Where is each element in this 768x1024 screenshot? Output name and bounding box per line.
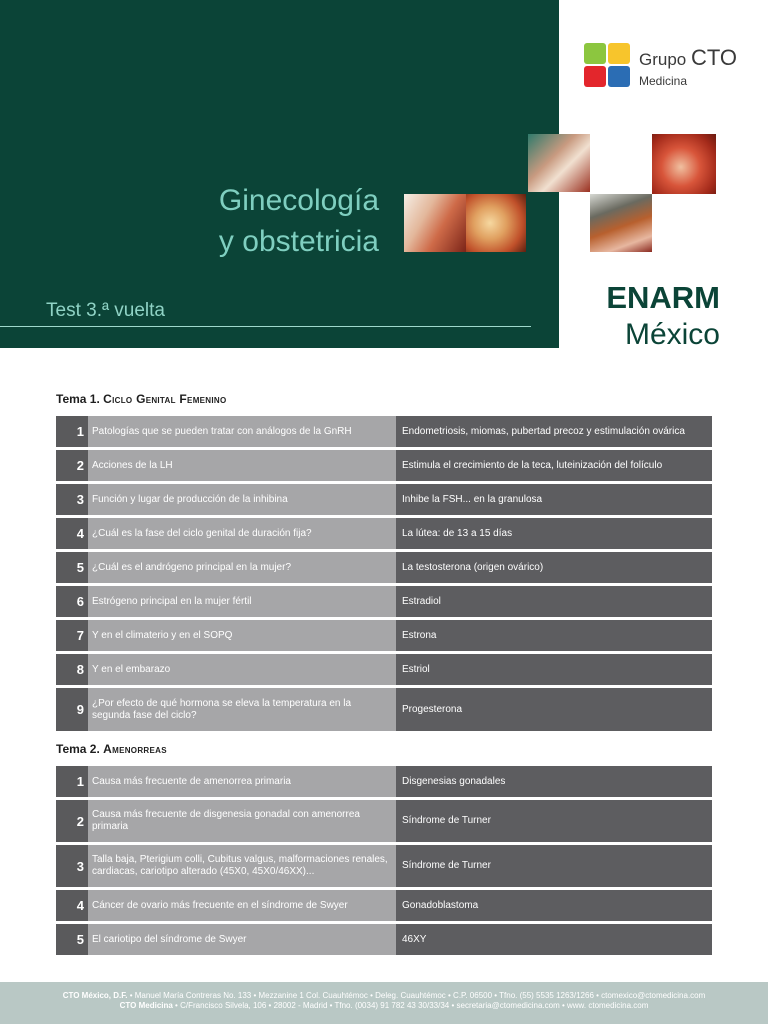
- title-line-1: Ginecología: [218, 184, 379, 217]
- header-banner: [0, 0, 559, 348]
- table-row: [56, 800, 712, 842]
- answer-cell: Síndrome de Turner: [396, 800, 712, 842]
- answer-cell: Estrona: [396, 620, 712, 651]
- table-row: [56, 416, 712, 447]
- question-cell: ¿Por efecto de qué hormona se eleva la temperatura en la segunda fase del ciclo?: [88, 688, 396, 731]
- logo-name: Grupo CTO: [639, 45, 738, 70]
- table-row: [56, 654, 712, 685]
- answer-cell: Disgenesias gonadales: [396, 766, 712, 797]
- answer-cell: Gonadoblastoma: [396, 890, 712, 921]
- table-row: [56, 586, 712, 617]
- question-cell: ¿Cuál es el andrógeno principal en la mujer?: [88, 552, 396, 583]
- table-row: [56, 890, 712, 921]
- answer-cell: 46XY: [396, 924, 712, 955]
- answer-cell: Síndrome de Turner: [396, 845, 712, 887]
- question-cell: ¿Cuál es la fase del ciclo genital de duración fija?: [88, 518, 396, 549]
- section-title-tema-2: Tema 2. Amenorreas: [56, 742, 167, 756]
- answer-cell: Estradiol: [396, 586, 712, 617]
- question-table-tema-1: [56, 416, 712, 734]
- cto-logo: [584, 43, 744, 93]
- table-row: [56, 450, 712, 481]
- exam-country: México: [624, 318, 720, 351]
- row-number: 5: [56, 924, 88, 955]
- answer-cell: Inhibe la FSH... en la granulosa: [396, 484, 712, 515]
- row-number: 8: [56, 654, 88, 685]
- exam-name: ENARM: [606, 280, 720, 315]
- question-cell: Talla baja, Pterigium colli, Cubitus valgus, malformaciones renales, cardiacas, cariotipo alterado (45X0, 45X0/46XX)...: [88, 845, 396, 887]
- table-row: [56, 845, 712, 887]
- question-table-tema-2: [56, 766, 712, 958]
- question-cell: Estrógeno principal en la mujer fértil: [88, 586, 396, 617]
- subtitle-divider: [0, 326, 531, 327]
- footer-line-madrid: CTO Medicina • C/Francisco Silvela, 106 • 28002 - Madrid • Tfno. (0034) 91 782 43 30/33/34 • secretaria@ctomedicina.com • www. ctomedicina.com: [119, 1001, 649, 1010]
- row-number: 6: [56, 586, 88, 617]
- answer-cell: Endometriosis, miomas, pubertad precoz y estimulación ovárica: [396, 416, 712, 447]
- question-cell: Función y lugar de producción de la inhibina: [88, 484, 396, 515]
- question-cell: Y en el embarazo: [88, 654, 396, 685]
- table-row: [56, 924, 712, 955]
- row-number: 5: [56, 552, 88, 583]
- question-cell: El cariotipo del síndrome de Swyer: [88, 924, 396, 955]
- title-line-2: y obstetricia: [218, 225, 379, 258]
- answer-cell: Estriol: [396, 654, 712, 685]
- anatomy-photo: [652, 134, 716, 194]
- table-row: [56, 620, 712, 651]
- question-cell: Y en el climaterio y en el SOPQ: [88, 620, 396, 651]
- surgery-photo-2: [590, 194, 652, 252]
- document-title: [219, 180, 379, 262]
- question-cell: Patologías que se pueden tratar con análogos de la GnRH: [88, 416, 396, 447]
- answer-cell: La testosterona (origen ovárico): [396, 552, 712, 583]
- footer-contact: [0, 982, 768, 1024]
- cto-logo-icon: [584, 43, 632, 89]
- ultrasound-photo: [404, 194, 466, 252]
- row-number: 3: [56, 484, 88, 515]
- section-title-tema-1: Tema 1. Ciclo Genital Femenino: [56, 392, 227, 406]
- footer-line-mexico: CTO México, D.F. • Manuel María Contreras No. 133 • Mezzanine 1 Col. Cuauhtémoc • Deleg. Cuauhtémoc • C.P. 06500 • Tfno. (55) 5535 1263/1266 • ctomexico@ctomedicina.com: [62, 991, 706, 1000]
- row-number: 1: [56, 416, 88, 447]
- table-row: [56, 766, 712, 797]
- logo-subtitle: Medicina: [639, 74, 688, 88]
- row-number: 2: [56, 450, 88, 481]
- exam-label: [606, 280, 720, 354]
- surgery-photo-1: [528, 134, 590, 192]
- table-row: [56, 518, 712, 549]
- row-number: 4: [56, 890, 88, 921]
- question-cell: Causa más frecuente de disgenesia gonadal con amenorrea primaria: [88, 800, 396, 842]
- row-number: 9: [56, 688, 88, 731]
- table-row: [56, 552, 712, 583]
- row-number: 1: [56, 766, 88, 797]
- row-number: 4: [56, 518, 88, 549]
- row-number: 7: [56, 620, 88, 651]
- question-cell: Causa más frecuente de amenorrea primaria: [88, 766, 396, 797]
- question-cell: Acciones de la LH: [88, 450, 396, 481]
- row-number: 3: [56, 845, 88, 887]
- answer-cell: Estimula el crecimiento de la teca, luteinización del folículo: [396, 450, 712, 481]
- table-row: [56, 688, 712, 731]
- row-number: 2: [56, 800, 88, 842]
- document-subtitle: Test 3.ª vuelta: [46, 300, 165, 321]
- ovary-illustration: [466, 194, 526, 252]
- answer-cell: Progesterona: [396, 688, 712, 731]
- answer-cell: La lútea: de 13 a 15 días: [396, 518, 712, 549]
- table-row: [56, 484, 712, 515]
- question-cell: Cáncer de ovario más frecuente en el síndrome de Swyer: [88, 890, 396, 921]
